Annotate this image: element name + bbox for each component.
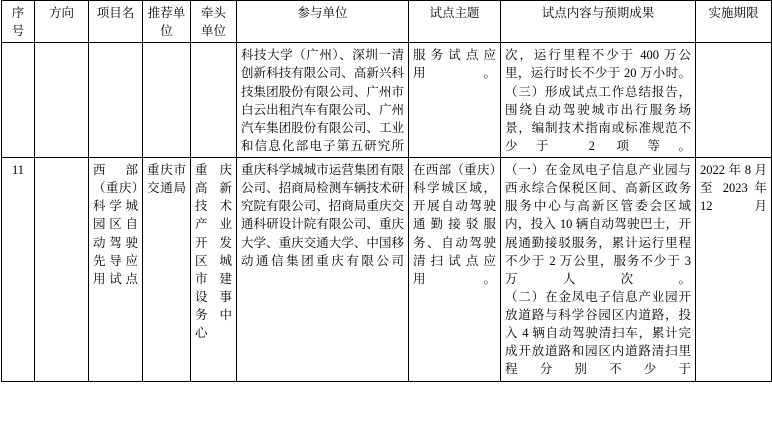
column-header-content: 试点内容与预期成果 xyxy=(501,1,696,43)
column-header-project: 项目名 xyxy=(89,1,143,43)
table-header-row xyxy=(2,1,772,43)
cell-period: 2022 年 8 月至 2023 年 12 月 xyxy=(696,158,772,382)
pilot-projects-table xyxy=(1,0,772,382)
cell-lead xyxy=(191,43,237,158)
column-header-lead: 牵头单位 xyxy=(191,1,237,43)
cell-content xyxy=(501,43,696,158)
column-header-theme: 试点主题 xyxy=(409,1,501,43)
cell-lead: 重庆高新技术产业开发区城市建设事务中心 xyxy=(191,158,237,382)
cell-direction xyxy=(35,43,89,158)
cell-seq xyxy=(2,43,35,158)
cell-seq: 11 xyxy=(2,158,35,382)
cell-theme: 服务试点应用。 xyxy=(409,43,501,158)
cell-project xyxy=(89,43,143,158)
cell-participants: 科技大学（广州）、深圳一清创新科技有限公司、高新兴科技集团股份有限公司、广州市白云出租汽车有限公司、广州汽车集团股份有限公司、工业和信息化部电子第五研究所 xyxy=(237,43,409,158)
content-paragraph: （二）在金凤电子信息产业园开放道路与科学谷园区内道路，投入 4 辆自动驾驶清扫车，累计完成开放道路和园区内道路清扫里程分别不少于 xyxy=(505,289,691,377)
column-header-period: 实施期限 xyxy=(696,1,772,43)
cell-theme: 在西部（重庆）科学城区域，开展自动驾驶通勤接驳服务、自动驾驶清扫试点应用。 xyxy=(409,158,501,382)
column-header-direction: 方向 xyxy=(35,1,89,43)
content-paragraph: （三）形成试点工作总结报告，围绕自动驾驶城市出行服务场景，编制技术指南或标准规范不少于 2 项等。 xyxy=(505,84,691,153)
cell-period xyxy=(696,43,772,158)
content-paragraph: （一）在金凤电子信息产业园与西永综合保税区间、高新区政务服务中心与高新区管委会区域内，投入 10 辆自动驾驶巴士，开展通勤接驳服务，累计运行里程不少于 2 万公里，服务不少于 3 万人次。 xyxy=(505,163,691,286)
cell-participants: 重庆科学城城市运营集团有限公司、招商局检测车辆技术研究院有限公司、招商局重庆交通科研设计院有限公司、重庆大学、重庆交通大学、中国移动通信集团重庆有限公司 xyxy=(237,158,409,382)
column-header-participants: 参与单位 xyxy=(237,1,409,43)
cell-content xyxy=(501,158,696,382)
cell-recommender xyxy=(143,43,191,158)
cell-direction xyxy=(35,158,89,382)
cell-recommender: 重庆市交通局 xyxy=(143,158,191,382)
table-row xyxy=(2,158,772,382)
column-header-seq: 序号 xyxy=(2,1,35,43)
content-paragraph: 次，运行里程不少于 400 万公里，运行时长不少于 20 万小时。 xyxy=(505,48,691,81)
column-header-recommender: 推荐单位 xyxy=(143,1,191,43)
cell-project: 西部（重庆）科学城园区自动驾驶先导应用试点 xyxy=(89,158,143,382)
table-row xyxy=(2,43,772,158)
